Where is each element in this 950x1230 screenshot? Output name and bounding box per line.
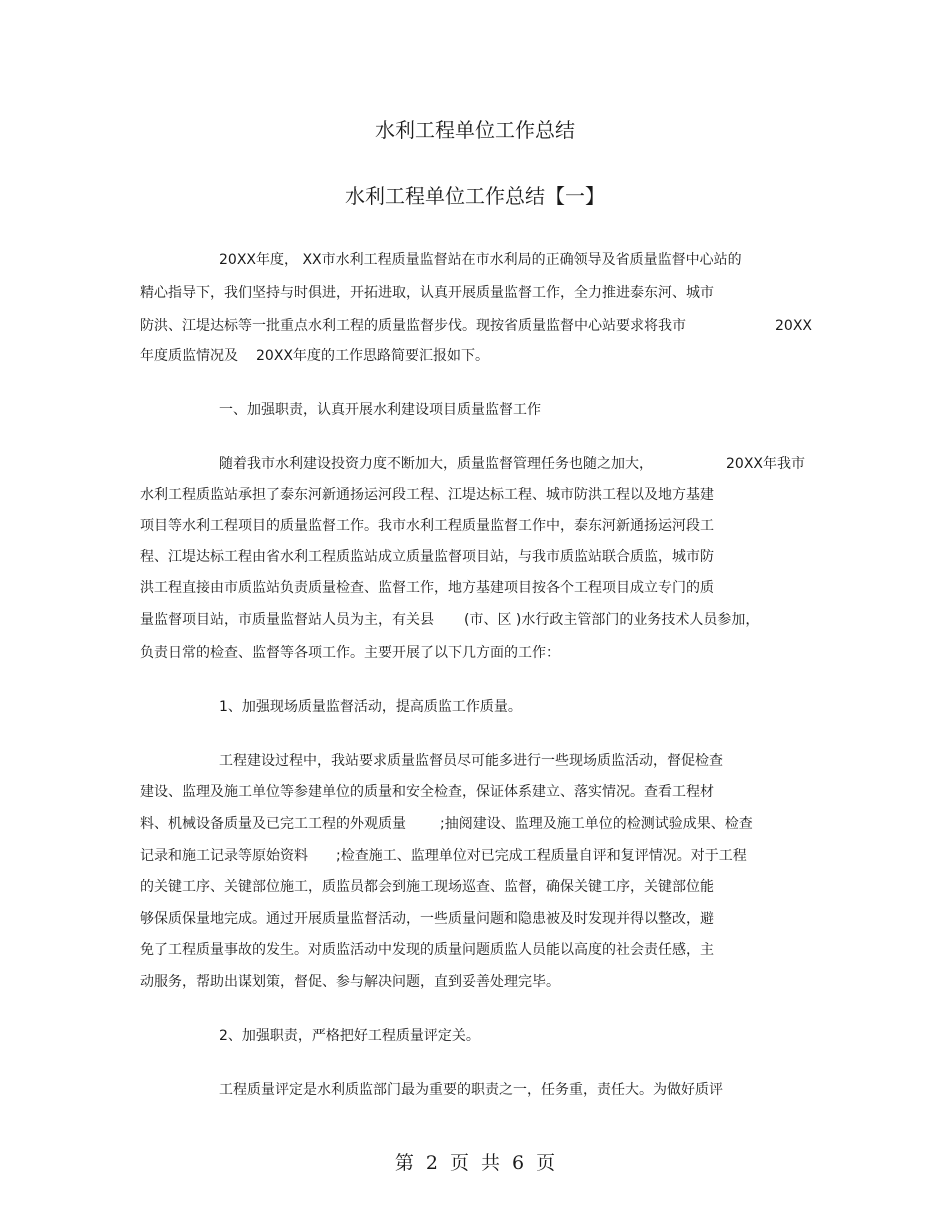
- para2-line-8: 动服务，帮助出谋划策，督促、参与解决问题，直到妥善处理完毕。: [140, 974, 560, 990]
- para2-line-2: 建设、监理及施工单位等参建单位的质量和安全检查，保证体系建立、落实情况。查看工程材: [140, 784, 714, 800]
- para1-line-6-text-b: (市、区 )水行政主管部门的业务技术人员参加，: [464, 612, 760, 628]
- intro-line-4-text-b: 20XX年度的工作思路简要汇报如下。: [256, 348, 489, 364]
- para2-line-6: 够保质保量地完成。通过开展质量监督活动，一些质量问题和隐患被及时发现并得以整改，避: [140, 911, 714, 927]
- para1-line-3: 项目等水利工程项目的质量监督工作。我市水利工程质量监督工作中，泰东河新通扬运河段工: [140, 518, 714, 534]
- page-number-footer: 第 2 页 共 6 页: [394, 1152, 556, 1174]
- para2-line-5: 的关键工序、关键部位施工，质监员都会到施工现场巡查、监督，确保关键工序，关键部位能: [140, 879, 714, 895]
- intro-line-3-year: 20XX: [775, 318, 812, 334]
- para2-line-4-text-a: 记录和施工记录等原始资料: [140, 848, 308, 864]
- para2-line-4: [140, 846, 820, 866]
- section-heading-1: 一、加强职责，认真开展水利建设项目质量监督工作: [219, 402, 541, 418]
- intro-line-1: 20XX年度， XX市水利工程质量监督站在市水利局的正确领导及省质量监督中心站的: [219, 252, 742, 268]
- para1-line-4: 程、江堤达标工程由省水利工程质监站成立质量监督项目站，与我市质监站联合质监，城市防: [140, 549, 714, 565]
- intro-line-3-text: 防洪、江堤达标等一批重点水利工程的质量监督步伐。现按省质量监督中心站要求将我市: [140, 318, 686, 334]
- para2-line-3-text-b: ;抽阅建设、监理及施工单位的检测试验成果、检查: [440, 816, 753, 832]
- para2-line-3-text-a: 料、机械设备质量及已完工工程的外观质量: [140, 816, 406, 832]
- intro-line-3: [140, 316, 820, 336]
- para1-line-1-text: 随着我市水利建设投资力度不断加大，质量监督管理任务也随之加大，: [219, 456, 653, 472]
- para3-line-1: 工程质量评定是水利质监部门最为重要的职责之一，任务重，责任大。为做好质评: [219, 1082, 723, 1098]
- para1-line-2: 水利工程质监站承担了泰东河新通扬运河段工程、江堤达标工程、城市防洪工程以及地方基建: [140, 487, 714, 503]
- para1-line-6-text-a: 量监督项目站，市质量监督站人员为主，有关县: [140, 612, 434, 628]
- intro-line-2: 精心指导下，我们坚持与时俱进，开拓进取，认真开展质量监督工作，全力推进泰东河、城市: [140, 285, 714, 301]
- para2-line-3: [140, 814, 820, 834]
- section-heading-3: 2、加强职责，严格把好工程质量评定关。: [219, 1028, 480, 1044]
- para2-line-4-text-b: ;检查施工、监理单位对已完成工程质量自评和复评情况。对于工程: [336, 848, 747, 864]
- para1-line-5: 洪工程直接由市质监站负责质量检查、监督工作，地方基建项目按各个工程项目成立专门的质: [140, 580, 714, 596]
- document-subtitle: 水利工程单位工作总结【一】: [345, 184, 605, 208]
- document-title: 水利工程单位工作总结: [375, 118, 575, 142]
- para1-line-7: 负责日常的检查、监督等各项工作。主要开展了以下几方面的工作：: [140, 645, 560, 661]
- intro-line-4: [140, 346, 820, 366]
- intro-line-4-text-a: 年度质监情况及: [140, 348, 238, 364]
- para2-line-7: 免了工程质量事故的发生。对质监活动中发现的质量问题质监人员能以高度的社会责任感，主: [140, 942, 714, 958]
- para1-line-1-year: 20XX年我市: [726, 456, 805, 472]
- para1-line-1: [219, 454, 819, 474]
- para2-line-1: 工程建设过程中，我站要求质量监督员尽可能多进行一些现场质监活动，督促检查: [219, 753, 723, 769]
- para1-line-6: [140, 610, 820, 630]
- section-heading-2: 1、加强现场质量监督活动，提高质监工作质量。: [219, 699, 522, 715]
